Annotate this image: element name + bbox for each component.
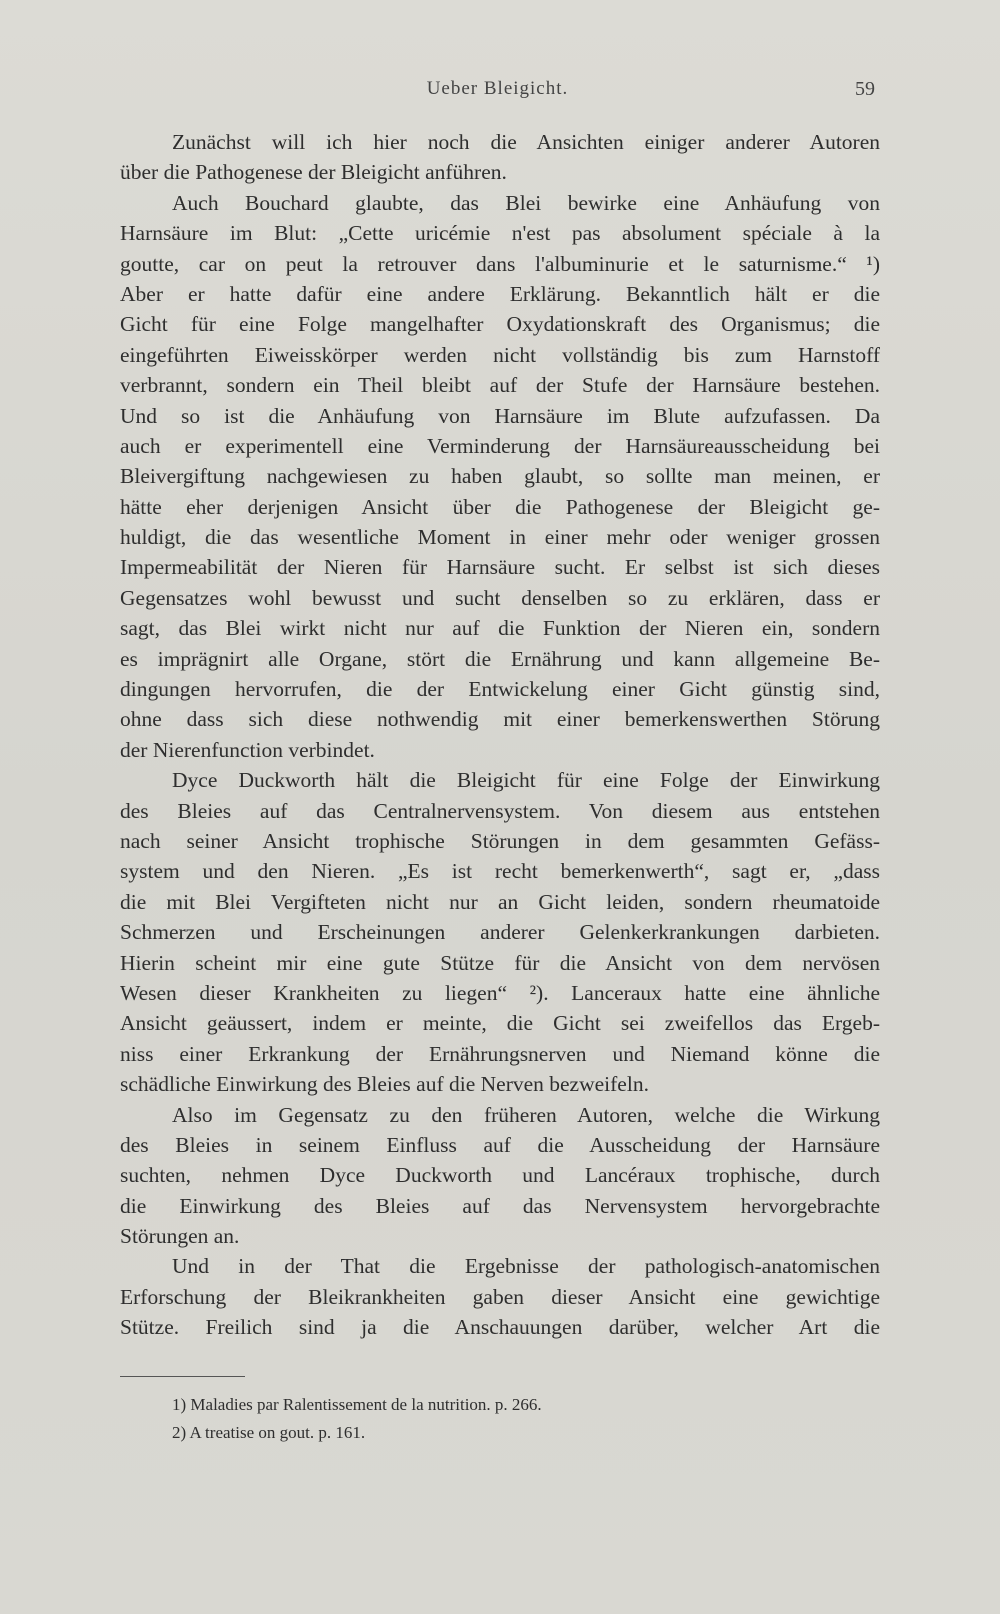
text-line: Schmerzen und Erscheinungen anderer Gelenkerkrankungen darbieten.	[120, 920, 880, 945]
text-line: niss einer Erkrankung der Ernährungsnerven und Niemand könne die	[120, 1041, 880, 1066]
text-line: Auch Bouchard glaubte, das Blei bewirke eine Anhäufung von	[172, 190, 880, 215]
text-line: sagt, das Blei wirkt nicht nur auf die Funktion der Nieren ein, sondern	[120, 616, 880, 641]
footnote: 2) A treatise on gout. p. 161.	[172, 1423, 366, 1442]
text-line: Ansicht geäussert, indem er meinte, die Gicht sei zweifellos das Ergeb-	[120, 1011, 880, 1036]
footnote-divider	[120, 1376, 245, 1377]
text-line: Und in der That die Ergebnisse der pathologisch-anatomischen	[172, 1254, 880, 1279]
text-line: der Nierenfunction verbindet.	[120, 737, 375, 762]
text-line: Hierin scheint mir eine gute Stütze für die Ansicht von dem nervösen	[120, 950, 880, 975]
text-line: Also im Gegensatz zu den früheren Autoren, welche die Wirkung	[172, 1102, 880, 1127]
text-line: schädliche Einwirkung des Bleies auf die Nerven bezweifeln.	[120, 1072, 649, 1097]
text-line: Aber er hatte dafür eine andere Erklärung. Bekanntlich hält er die	[120, 281, 880, 306]
text-line: die mit Blei Vergifteten nicht nur an Gicht leiden, sondern rheumatoide	[120, 889, 880, 914]
running-head	[120, 78, 875, 108]
text-line: eingeführten Eiweisskörper werden nicht vollständig bis zum Harnstoff	[120, 342, 880, 367]
text-line: des Bleies in seinem Einfluss auf die Ausscheidung der Harnsäure	[120, 1132, 880, 1157]
text-line: es imprägnirt alle Organe, stört die Ernährung und kann allgemeine Be-	[120, 646, 880, 671]
text-line: huldigt, die das wesentliche Moment in einer mehr oder weniger grossen	[120, 525, 880, 550]
text-line: Zunächst will ich hier noch die Ansichten einiger anderer Autoren	[172, 130, 880, 154]
text-line: ohne dass sich diese nothwendig mit einer bemerkenswerthen Störung	[120, 707, 880, 732]
text-line: Stütze. Freilich sind ja die Anschauungen darüber, welcher Art die	[120, 1315, 880, 1340]
text-line: Impermeabilität der Nieren für Harnsäure sucht. Er selbst ist sich dieses	[120, 555, 880, 580]
text-line: Gegensatzes wohl bewusst und sucht denselben so zu erklären, dass er	[120, 585, 880, 610]
text-line: goutte, car on peut la retrouver dans l'albuminurie et le saturnisme.“ ¹)	[120, 251, 880, 276]
text-line: nach seiner Ansicht trophische Störungen in dem gesammten Gefäss-	[120, 828, 880, 853]
footnotes	[172, 1391, 872, 1447]
text-line: Bleivergiftung nachgewiesen zu haben glaubt, so sollte man meinen, er	[120, 464, 880, 489]
text-line: Und so ist die Anhäufung von Harnsäure im Blute aufzufassen. Da	[120, 403, 880, 428]
text-line: des Bleies auf das Centralnervensystem. Von diesem aus entstehen	[120, 798, 880, 823]
text-line: Erforschung der Bleikrankheiten gaben dieser Ansicht eine gewichtige	[120, 1284, 880, 1309]
text-line: Gicht für eine Folge mangelhafter Oxydationskraft des Organismus; die	[120, 312, 880, 337]
running-title: Ueber Bleigicht.	[426, 78, 569, 99]
text-line: hätte eher derjenigen Ansicht über die Pathogenese der Bleigicht ge-	[120, 494, 880, 519]
text-line: suchten, nehmen Dyce Duckworth und Lancéraux trophische, durch	[120, 1163, 880, 1188]
text-line: die Einwirkung des Bleies auf das Nervensystem hervorgebrachte	[120, 1193, 880, 1218]
text-line: auch er experimentell eine Verminderung der Harnsäureausscheidung bei	[120, 433, 880, 458]
text-line: Dyce Duckworth hält die Bleigicht für eine Folge der Einwirkung	[172, 768, 880, 793]
text-line: Harnsäure im Blut: „Cette uricémie n'est pas absolument spéciale à la	[120, 221, 880, 246]
body-text	[120, 127, 880, 1343]
footnote: 1) Maladies par Ralentissement de la nutrition. p. 266.	[172, 1395, 542, 1414]
text-line: über die Pathogenese der Bleigicht anführen.	[120, 160, 507, 185]
text-line: Wesen dieser Krankheiten zu liegen“ ²). Lanceraux hatte eine ähnliche	[120, 980, 880, 1005]
text-line: system und den Nieren. „Es ist recht bemerkenwerth“, sagt er, „dass	[120, 859, 880, 884]
page-number: 59	[855, 78, 875, 100]
text-line: Störungen an.	[120, 1224, 240, 1249]
text-line: dingungen hervorrufen, die der Entwickelung einer Gicht günstig sind,	[120, 677, 880, 702]
text-line: verbrannt, sondern ein Theil bleibt auf der Stufe der Harnsäure bestehen.	[120, 373, 880, 398]
